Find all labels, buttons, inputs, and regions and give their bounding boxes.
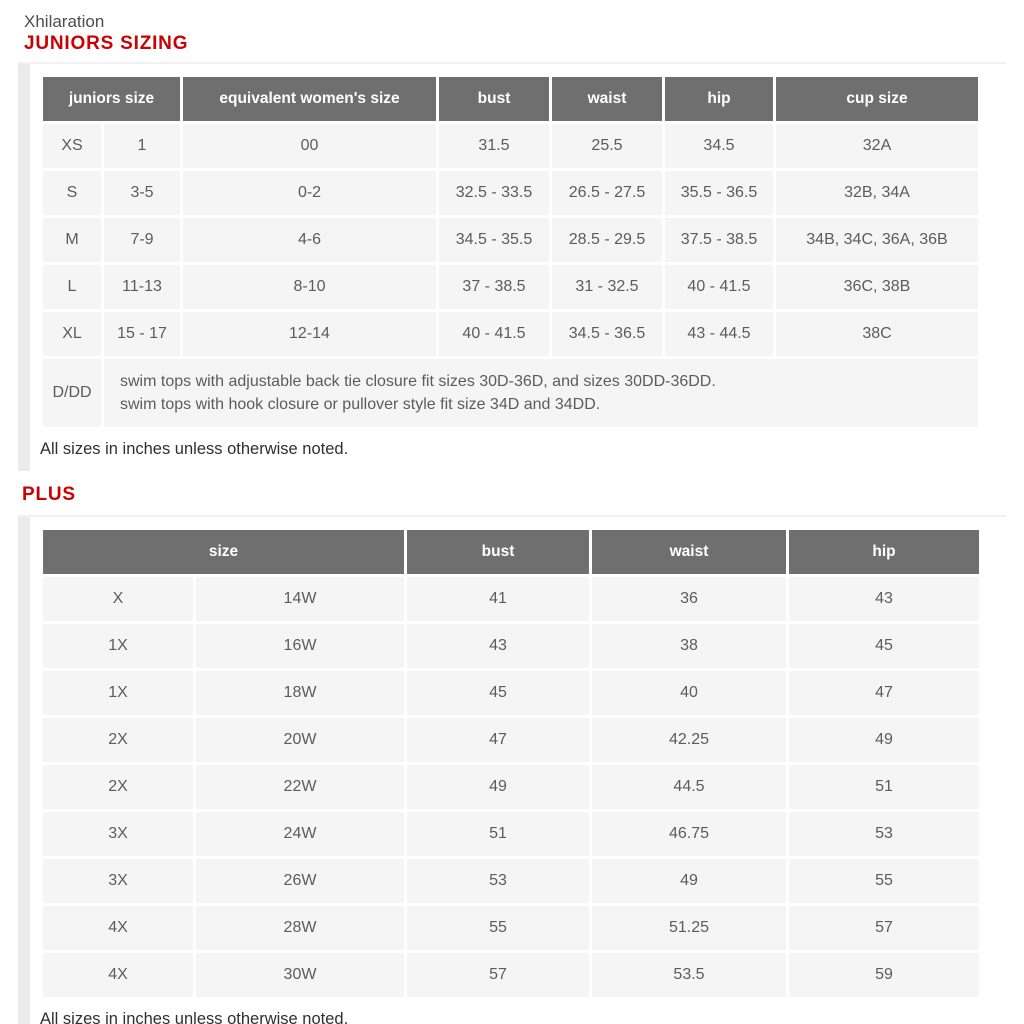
juniors-size-table [40, 74, 981, 430]
cell-size-letter: 1X [43, 671, 193, 715]
cell-womens-size: 12-14 [183, 312, 436, 356]
cell-hip: 53 [789, 812, 979, 856]
cell-bust: 57 [407, 953, 589, 997]
table-row [43, 577, 979, 621]
plus-header-row [43, 530, 979, 574]
table-row [43, 624, 979, 668]
dd-note-line-2: swim tops with hook closure or pullover style fit size 34D and 34DD. [120, 396, 601, 414]
cell-hip: 35.5 - 36.5 [665, 171, 773, 215]
cell-waist: 44.5 [592, 765, 786, 809]
table-row [43, 812, 979, 856]
column-header-bust: bust [407, 530, 589, 574]
cell-size-letter: 1X [43, 624, 193, 668]
cell-size-letter: S [43, 171, 101, 215]
dd-note-line-1: swim tops with adjustable back tie closure fit sizes 30D-36D, and sizes 30DD-36DD. [120, 372, 716, 390]
cell-hip: 43 [789, 577, 979, 621]
cell-size-number: 11-13 [104, 265, 180, 309]
cell-cup-size: 34B, 34C, 36A, 36B [776, 218, 978, 262]
cell-bust: 47 [407, 718, 589, 762]
cell-bust: 45 [407, 671, 589, 715]
cell-hip: 43 - 44.5 [665, 312, 773, 356]
table-row [43, 218, 978, 262]
cell-womens-size: 8-10 [183, 265, 436, 309]
column-header-hip: hip [789, 530, 979, 574]
cell-hip: 34.5 [665, 124, 773, 168]
table-row [43, 124, 978, 168]
table-row [43, 171, 978, 215]
plus-footnote: All sizes in inches unless otherwise noted. [40, 1009, 349, 1024]
cell-waist: 42.25 [592, 718, 786, 762]
cell-size-letter: X [43, 577, 193, 621]
cell-waist: 40 [592, 671, 786, 715]
cell-waist: 38 [592, 624, 786, 668]
cell-size-letter: XS [43, 124, 101, 168]
cell-bust: 40 - 41.5 [439, 312, 549, 356]
cell-bust: 55 [407, 906, 589, 950]
cell-bust: 49 [407, 765, 589, 809]
table-row [43, 312, 978, 356]
column-header-equivalent-womens-size: equivalent women's size [183, 77, 436, 121]
cell-size-letter: M [43, 218, 101, 262]
page-header [0, 0, 1024, 62]
cell-size-letter: 4X [43, 953, 193, 997]
juniors-sizing-panel [18, 62, 1006, 471]
column-header-cup-size: cup size [776, 77, 978, 121]
cell-size-w: 20W [196, 718, 404, 762]
cell-size-letter: XL [43, 312, 101, 356]
cell-size-letter: 2X [43, 765, 193, 809]
cell-size-number: 7-9 [104, 218, 180, 262]
cell-cup-size: 36C, 38B [776, 265, 978, 309]
column-header-size: size [43, 530, 404, 574]
cell-size-letter: 3X [43, 812, 193, 856]
cell-size-letter: 4X [43, 906, 193, 950]
column-header-waist: waist [552, 77, 662, 121]
cell-hip: 37.5 - 38.5 [665, 218, 773, 262]
cell-size-w: 22W [196, 765, 404, 809]
table-row [43, 265, 978, 309]
table-row [43, 953, 979, 997]
plus-sizing-heading: PLUS [22, 484, 76, 506]
cell-waist: 31 - 32.5 [552, 265, 662, 309]
column-header-juniors-size: juniors size [43, 77, 180, 121]
cell-size-w: 28W [196, 906, 404, 950]
cell-size-letter: 2X [43, 718, 193, 762]
cell-womens-size: 4-6 [183, 218, 436, 262]
column-header-bust: bust [439, 77, 549, 121]
cell-size-w: 26W [196, 859, 404, 903]
table-row [43, 718, 979, 762]
cell-waist: 49 [592, 859, 786, 903]
cell-hip: 51 [789, 765, 979, 809]
cell-bust: 32.5 - 33.5 [439, 171, 549, 215]
cell-waist: 36 [592, 577, 786, 621]
cell-dd-label: D/DD [43, 359, 101, 427]
cell-bust: 41 [407, 577, 589, 621]
cell-waist: 53.5 [592, 953, 786, 997]
cell-cup-size: 32A [776, 124, 978, 168]
dd-note-cell [104, 359, 978, 427]
cell-womens-size: 0-2 [183, 171, 436, 215]
cell-size-w: 24W [196, 812, 404, 856]
cell-waist: 25.5 [552, 124, 662, 168]
cell-hip: 59 [789, 953, 979, 997]
juniors-footnote: All sizes in inches unless otherwise noted. [40, 440, 349, 459]
cell-cup-size: 32B, 34A [776, 171, 978, 215]
cell-bust: 31.5 [439, 124, 549, 168]
cell-waist: 26.5 - 27.5 [552, 171, 662, 215]
table-row [43, 859, 979, 903]
cell-size-number: 15 - 17 [104, 312, 180, 356]
cell-hip: 47 [789, 671, 979, 715]
cell-bust: 53 [407, 859, 589, 903]
cell-size-number: 3-5 [104, 171, 180, 215]
cell-bust: 43 [407, 624, 589, 668]
column-header-waist: waist [592, 530, 786, 574]
cell-hip: 57 [789, 906, 979, 950]
cell-hip: 45 [789, 624, 979, 668]
cell-size-letter: 3X [43, 859, 193, 903]
cell-size-w: 30W [196, 953, 404, 997]
cell-hip: 55 [789, 859, 979, 903]
cell-size-w: 16W [196, 624, 404, 668]
cell-bust: 34.5 - 35.5 [439, 218, 549, 262]
dd-cup-row [43, 359, 978, 427]
brand-name: Xhilaration [24, 12, 105, 31]
table-row [43, 906, 979, 950]
cell-size-number: 1 [104, 124, 180, 168]
cell-bust: 37 - 38.5 [439, 265, 549, 309]
cell-cup-size: 38C [776, 312, 978, 356]
juniors-header-row [43, 77, 978, 121]
cell-size-w: 14W [196, 577, 404, 621]
cell-hip: 40 - 41.5 [665, 265, 773, 309]
plus-size-table [40, 527, 982, 1000]
plus-sizing-panel [18, 515, 1006, 1024]
column-header-hip: hip [665, 77, 773, 121]
cell-hip: 49 [789, 718, 979, 762]
cell-size-w: 18W [196, 671, 404, 715]
cell-waist: 46.75 [592, 812, 786, 856]
juniors-sizing-heading: JUNIORS SIZING [24, 33, 189, 55]
table-row [43, 671, 979, 715]
cell-waist: 51.25 [592, 906, 786, 950]
cell-womens-size: 00 [183, 124, 436, 168]
cell-size-letter: L [43, 265, 101, 309]
cell-waist: 28.5 - 29.5 [552, 218, 662, 262]
cell-bust: 51 [407, 812, 589, 856]
cell-waist: 34.5 - 36.5 [552, 312, 662, 356]
table-row [43, 765, 979, 809]
